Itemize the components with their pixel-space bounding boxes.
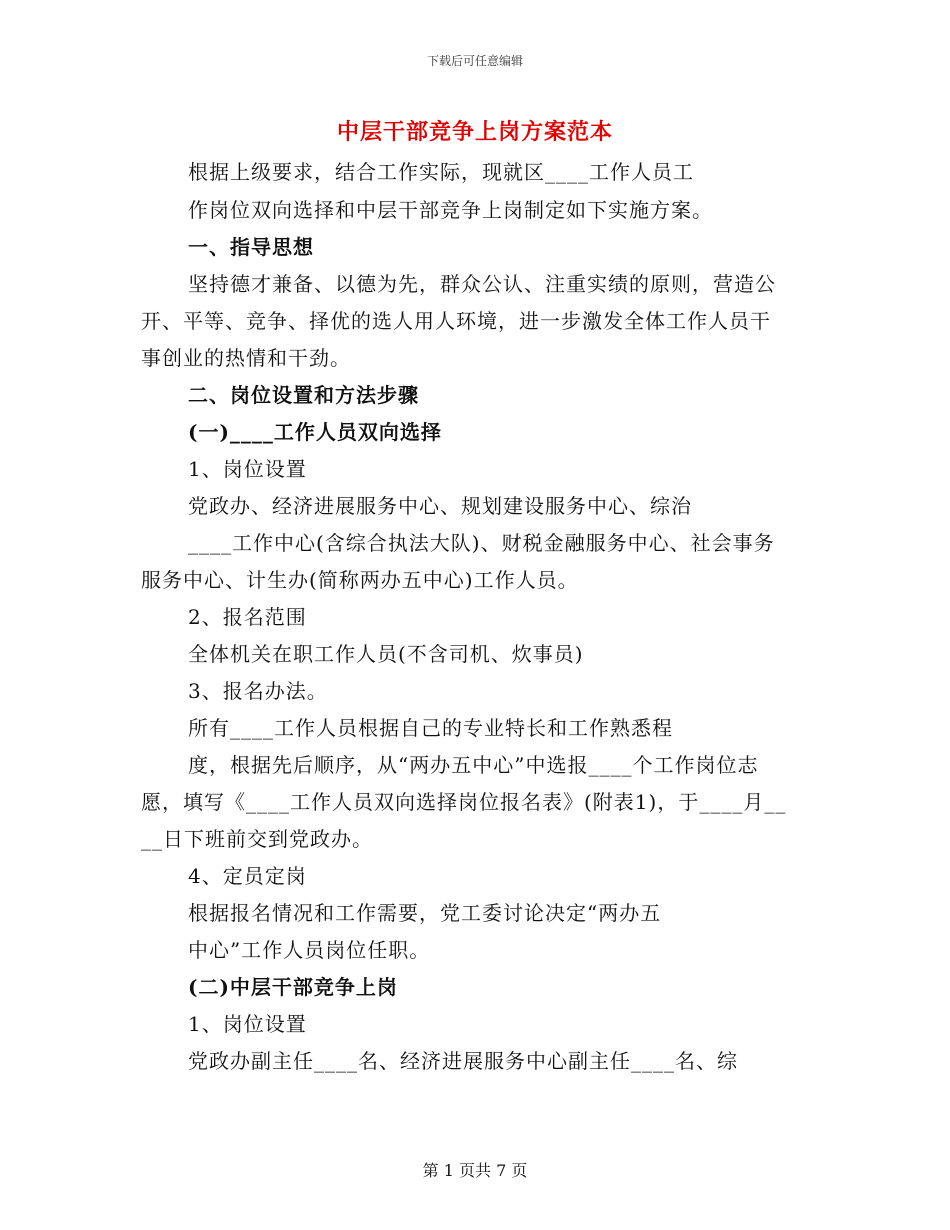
paragraph-line: 党政办、经济进展服务中心、规划建设服务中心、综治 (188, 494, 692, 518)
paragraph-line: 所有____工作人员根据自己的专业特长和工作熟悉程 (188, 716, 673, 740)
paragraph-line: __日下班前交到党政办。 (141, 827, 373, 851)
paragraph-line: 全体机关在职工作人员(不含司机、炊事员) (188, 642, 584, 666)
paragraph-line: 度，根据先后顺序，从“两办五中心”中选报____个工作岗位志 (188, 753, 759, 777)
paragraph-line: 服务中心、计生办(简称两办五中心)工作人员。 (141, 568, 579, 592)
paragraph-line: 事创业的热情和干劲。 (141, 346, 351, 370)
section-heading: 一、指导思想 (188, 235, 314, 259)
page-footer: 第 1 页共 7 页 (422, 1161, 528, 1180)
subsection-heading: (二)中层干部竞争上岗 (188, 975, 398, 999)
header-note: 下载后可任意编辑 (426, 54, 523, 68)
paragraph-line: 坚持德才兼备、以德为先，群众公认、注重实绩的原则，营造公 (188, 272, 776, 296)
section-heading: 二、岗位设置和方法步骤 (188, 383, 419, 407)
paragraph-line: 愿，填写《____工作人员双向选择岗位报名表》(附表1)，于____月__ (141, 790, 787, 814)
subsection-heading: (一)____工作人员双向选择 (188, 420, 442, 444)
paragraph-line: 根据上级要求，结合工作实际，现就区____工作人员工 (188, 160, 694, 184)
document-title: 中层干部竞争上岗方案范本 (336, 119, 613, 145)
item-heading: 1、岗位设置 (188, 1012, 307, 1036)
item-heading: 3、报名办法。 (188, 679, 328, 703)
paragraph-line: 中心”工作人员岗位任职。 (188, 938, 431, 962)
paragraph-line: 作岗位双向选择和中层干部竞争上岗制定如下实施方案。 (188, 198, 713, 222)
item-heading: 2、报名范围 (188, 605, 307, 629)
paragraph-line: ____工作中心(含综合执法大队)、财税金融服务中心、社会事务 (188, 531, 775, 555)
item-heading: 1、岗位设置 (188, 457, 307, 481)
paragraph-line: 党政办副主任____名、经济进展服务中心副主任____名、综 (188, 1049, 738, 1073)
paragraph-line: 开、平等、竞争、择优的选人用人环境，进一步激发全体工作人员干 (141, 309, 771, 333)
paragraph-line: 根据报名情况和工作需要，党工委讨论决定“两办五 (188, 901, 662, 925)
item-heading: 4、定员定岗 (188, 864, 307, 888)
